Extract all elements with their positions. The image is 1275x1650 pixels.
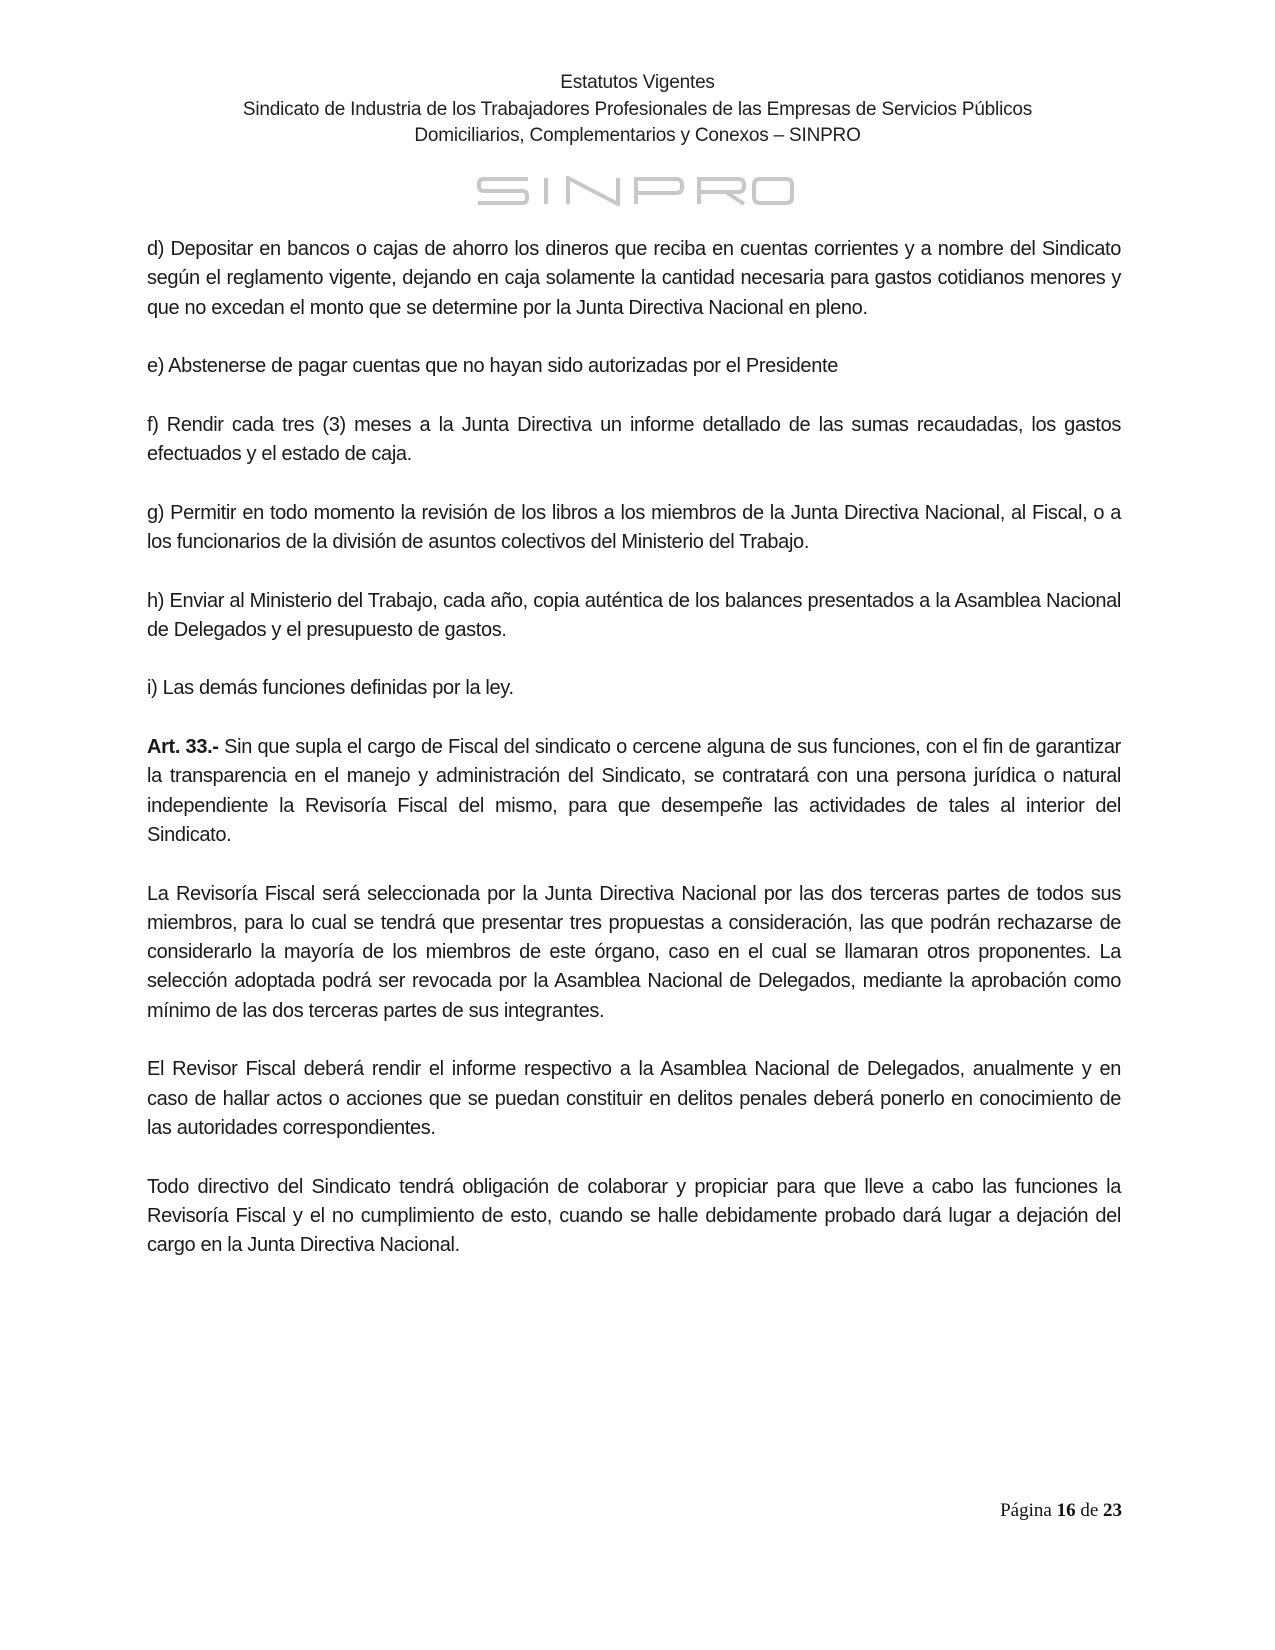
total-pages-number: 23 xyxy=(1103,1500,1122,1521)
article-text: Sin que supla el cargo de Fiscal del sindicato o cercene alguna de sus funciones, con el fin de garantizar la transparencia en el manejo y administración del Sindicato, se contratará con una persona jurídica o natural independiente la Revisoría Fiscal del mismo, para que desempeñe las actividades de tales al interior del Sindicato. xyxy=(147,736,1121,846)
clause-d: d) Depositar en bancos o cajas de ahorro los dineros que reciba en cuentas corrientes y a nombre del Sindicato según el reglamento vigente, dejando en caja solamente la cantidad necesaria para gastos cotidianos menores y que no excedan el monto que se determine por la Junta Directiva Nacional en pleno. xyxy=(147,238,1121,319)
logo-letter-n xyxy=(568,178,618,204)
logo-letter-r xyxy=(699,179,744,204)
of-label: de xyxy=(1080,1500,1099,1521)
clause-h: h) Enviar al Ministerio del Trabajo, cada año, copia auténtica de los balances presentados a la Asamblea Nacional de Delegados y el presupuesto de gastos. xyxy=(147,589,1121,641)
article-33 xyxy=(147,733,1121,850)
organization-name-line1: Sindicato de Industria de los Trabajadores Profesionales de las Empresas de Servicios Públicos xyxy=(242,98,1033,120)
clause-i: i) Las demás funciones definidas por la ley. xyxy=(147,677,514,700)
sinpro-logo xyxy=(476,176,794,206)
page-label: Página xyxy=(1000,1500,1052,1521)
page-header xyxy=(0,70,1275,150)
article-paragraph: La Revisoría Fiscal será seleccionada por la Junta Directiva Nacional por las dos terceras partes de todos sus miembros, para lo cual se tendrá que presentar tres propuestas a consideración, las que podrán rechazarse de considerarlo la mayoría de los miembros de este órgano, caso en el cual se llamaran otros proponentes. La selección adoptada podrá ser revocada por la Asamblea Nacional de Delegados, mediante la aprobación como mínimo de las dos terceras partes de sus integrantes. xyxy=(147,882,1121,1022)
logo-letter-p xyxy=(636,179,682,204)
logo-letter-o xyxy=(754,179,792,203)
article-label: Art. 33.- xyxy=(147,736,219,759)
current-page-number: 16 xyxy=(1056,1500,1076,1521)
logo-letter-s xyxy=(478,179,528,203)
clause-e: e) Abstenerse de pagar cuentas que no hayan sido autorizadas por el Presidente xyxy=(147,355,838,378)
document-title: Estatutos Vigentes xyxy=(560,72,715,93)
article-paragraph: Todo directivo del Sindicato tendrá obligación de colaborar y propiciar para que lleve a cabo las funciones la Revisoría Fiscal y el no cumplimiento de esto, cuando se halle debidamente probado dará lugar a dejación del cargo en la Junta Directiva Nacional. xyxy=(147,1175,1121,1257)
clause-g: g) Permitir en todo momento la revisión de los libros a los miembros de la Junta Directiva Nacional, al Fiscal, o a los funcionarios de la división de asuntos colectivos del Ministerio del Trabajo. xyxy=(147,501,1121,553)
document-body xyxy=(147,235,1121,1290)
organization-name-line2: Domiciliarios, Complementarios y Conexos – SINPRO xyxy=(414,125,861,146)
clause-f: f) Rendir cada tres (3) meses a la Junta Directiva un informe detallado de las sumas recaudadas, los gastos efectuados y el estado de caja. xyxy=(147,413,1121,466)
page-footer xyxy=(0,1500,1122,1522)
article-paragraph: El Revisor Fiscal deberá rendir el informe respectivo a la Asamblea Nacional de Delegados, anualmente y en caso de hallar actos o acciones que se puedan constituir en delitos penales deberá ponerlo en conocimiento de las autoridades correspondientes. xyxy=(147,1058,1121,1139)
